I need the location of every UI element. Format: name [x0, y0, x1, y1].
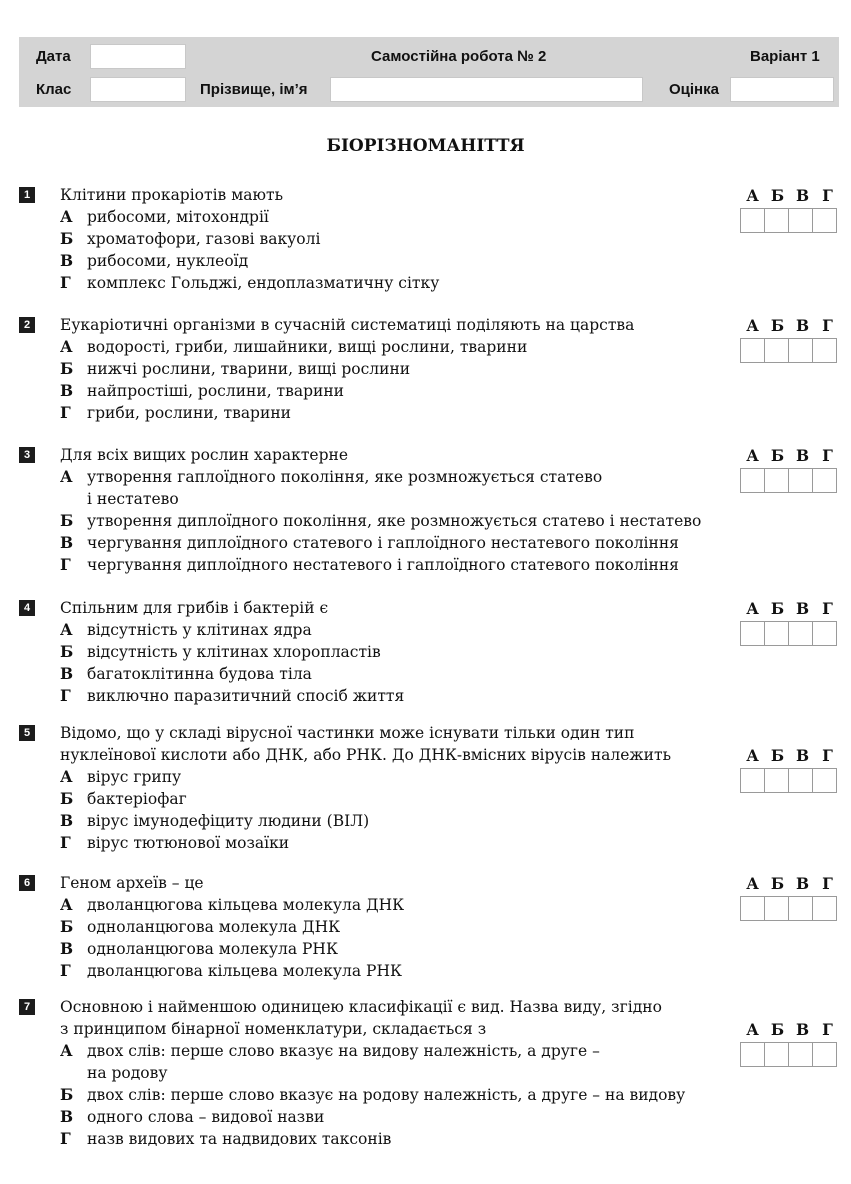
answer-grid-letter: В	[795, 874, 810, 893]
option-text: утворення диплоїдного покоління, яке розмножується статево і нестатево	[87, 512, 702, 530]
answer-cell-Б[interactable]	[764, 208, 789, 233]
answer-cell-Б[interactable]	[764, 896, 789, 921]
answer-grid-letter: Б	[770, 186, 785, 205]
answer-cell-Г[interactable]	[812, 468, 837, 493]
option-letter: Б	[60, 359, 74, 378]
answer-grid-letter: В	[795, 599, 810, 618]
answer-option	[60, 510, 701, 532]
answer-cell-А[interactable]	[740, 208, 765, 233]
grade-field[interactable]	[730, 77, 834, 102]
answer-cell-В[interactable]	[788, 468, 813, 493]
option-letter: Г	[60, 273, 71, 292]
option-letter: В	[60, 251, 74, 270]
answer-grid	[740, 184, 840, 233]
option-text: одного слова – видової назви	[87, 1108, 325, 1126]
option-letter: Б	[60, 1085, 74, 1104]
answer-cell-А[interactable]	[740, 1042, 765, 1067]
option-letter: А	[60, 767, 73, 786]
answer-cell-Г[interactable]	[812, 621, 837, 646]
option-letter: Б	[60, 229, 74, 248]
option-text: відсутність у клітинах хлоропластів	[87, 643, 381, 661]
answer-grid-cells	[740, 468, 840, 493]
answer-grid-cells	[740, 1042, 840, 1067]
answer-cell-А[interactable]	[740, 468, 765, 493]
answer-grid-letter: В	[795, 316, 810, 335]
answer-grid-letter: В	[795, 1020, 810, 1039]
question-number: 3	[19, 447, 35, 463]
answer-option	[60, 832, 289, 854]
answer-grid-letter: А	[746, 446, 759, 465]
answer-cell-Г[interactable]	[812, 208, 837, 233]
option-letter: Б	[60, 511, 74, 530]
option-letter: А	[60, 620, 73, 639]
option-text: рибосоми, мітохондрії	[87, 208, 269, 226]
option-letter: Б	[60, 789, 74, 808]
answer-grid-letter: А	[746, 1020, 759, 1039]
option-text: бактеріофаг	[87, 790, 187, 808]
answer-grid-letters	[740, 444, 840, 468]
answer-cell-А[interactable]	[740, 338, 765, 363]
answer-option	[60, 938, 338, 960]
option-text: вірус імунодефіциту людини (ВІЛ)	[87, 812, 370, 830]
answer-cell-Б[interactable]	[764, 468, 789, 493]
answer-option	[60, 894, 404, 916]
answer-option	[60, 402, 291, 424]
option-text: назв видових та надвидових таксонів	[87, 1130, 392, 1148]
option-letter: Г	[60, 686, 71, 705]
option-letter: В	[60, 664, 74, 683]
answer-cell-Г[interactable]	[812, 338, 837, 363]
option-text: вірус грипу	[87, 768, 182, 786]
option-text: багатоклітинна будова тіла	[87, 665, 312, 683]
answer-grid-letter: Б	[770, 874, 785, 893]
option-letter: А	[60, 1041, 73, 1060]
question-text: Еукаріотичні організми в сучасній систематиці поділяють на царства	[60, 316, 635, 334]
name-field[interactable]	[330, 77, 643, 102]
option-text: гриби, рослини, тварини	[87, 404, 291, 422]
answer-grid-letter: Г	[822, 1020, 833, 1039]
answer-option	[60, 960, 402, 982]
answer-option	[60, 336, 527, 358]
answer-grid-cells	[740, 896, 840, 921]
answer-grid-letter: А	[746, 599, 759, 618]
answer-grid-letter: Б	[770, 446, 785, 465]
answer-option	[60, 380, 344, 402]
option-letter: Б	[60, 642, 74, 661]
answer-grid-letter: Б	[770, 746, 785, 765]
option-text: утворення гаплоїдного покоління, яке розмножується статево	[87, 468, 603, 486]
option-letter: Г	[60, 833, 71, 852]
answer-grid-letters	[740, 314, 840, 338]
answer-cell-Б[interactable]	[764, 621, 789, 646]
answer-option	[60, 206, 269, 228]
answer-grid	[740, 744, 840, 793]
option-text: дволанцюгова кільцева молекула РНК	[87, 962, 402, 980]
variant-label: Варіант 1	[750, 48, 820, 65]
question-text: Геном археїв – це	[60, 874, 204, 892]
question-text: нуклеїнової кислоти або ДНК, або РНК. До ДНК-вмісних вірусів належить	[60, 746, 672, 764]
answer-option	[60, 641, 381, 663]
option-text: відсутність у клітинах ядра	[87, 621, 312, 639]
date-label: Дата	[36, 48, 71, 65]
answer-grid-cells	[740, 768, 840, 793]
option-text: хроматофори, газові вакуолі	[87, 230, 321, 248]
question-text: з принципом бінарної номенклатури, складається з	[60, 1020, 487, 1038]
option-letter: А	[60, 467, 73, 486]
answer-option	[60, 554, 679, 576]
answer-grid	[740, 872, 840, 921]
answer-grid-letters	[740, 744, 840, 768]
answer-grid-cells	[740, 208, 840, 233]
answer-grid-letter: А	[746, 874, 759, 893]
option-letter: В	[60, 381, 74, 400]
answer-option	[60, 788, 187, 810]
answer-cell-Г[interactable]	[812, 768, 837, 793]
answer-cell-Г[interactable]	[812, 896, 837, 921]
answer-option	[60, 663, 312, 685]
date-field[interactable]	[90, 44, 186, 69]
answer-grid	[740, 1018, 840, 1067]
option-text: нижчі рослини, тварини, вищі рослини	[87, 360, 411, 378]
option-text: чергування диплоїдного статевого і гаплоїдного нестатевого покоління	[87, 534, 679, 552]
answer-grid-letter: Г	[822, 874, 833, 893]
answer-grid-letter: Г	[822, 746, 833, 765]
option-letter: Г	[60, 961, 71, 980]
answer-option	[60, 1084, 685, 1106]
answer-grid-cells	[740, 338, 840, 363]
option-letter: А	[60, 337, 73, 356]
answer-option	[60, 466, 602, 488]
answer-grid-letter: В	[795, 446, 810, 465]
answer-cell-В[interactable]	[788, 768, 813, 793]
page-title: БІОРІЗНОМАНІТТЯ	[326, 136, 525, 156]
answer-option	[60, 532, 679, 554]
answer-option	[60, 272, 439, 294]
answer-grid-letter: Г	[822, 446, 833, 465]
question-text: Відомо, що у складі вірусної частинки може існувати тільки один тип	[60, 724, 635, 742]
answer-option	[60, 1040, 600, 1062]
option-text: двох слів: перше слово вказує на видову належність, а друге –	[87, 1042, 600, 1060]
answer-grid-letter: В	[795, 746, 810, 765]
answer-cell-Г[interactable]	[812, 1042, 837, 1067]
answer-option	[60, 228, 320, 250]
class-label: Клас	[36, 81, 72, 98]
answer-grid-letter: В	[795, 186, 810, 205]
answer-cell-А[interactable]	[740, 621, 765, 646]
class-field[interactable]	[90, 77, 186, 102]
answer-grid-letter: Б	[770, 316, 785, 335]
option-text: водорості, гриби, лишайники, вищі рослини, тварини	[87, 338, 528, 356]
answer-cell-А[interactable]	[740, 768, 765, 793]
answer-option	[60, 810, 369, 832]
question-text: Клітини прокаріотів мають	[60, 186, 284, 204]
answer-option	[60, 619, 312, 641]
option-letter: Г	[60, 1129, 71, 1148]
answer-grid-letters	[740, 184, 840, 208]
answer-grid-cells	[740, 621, 840, 646]
answer-grid-letters	[740, 1018, 840, 1042]
answer-cell-А[interactable]	[740, 896, 765, 921]
question-text: Спільним для грибів і бактерій є	[60, 599, 329, 617]
answer-option	[60, 685, 404, 707]
answer-cell-В[interactable]	[788, 208, 813, 233]
answer-option	[60, 250, 248, 272]
answer-grid-letter: Г	[822, 599, 833, 618]
worksheet-title: Самостійна робота № 2	[371, 48, 547, 65]
option-text: вірус тютюнової мозаїки	[87, 834, 290, 852]
option-letter: Г	[60, 555, 71, 574]
question-text: Для всіх вищих рослин характерне	[60, 446, 349, 464]
answer-option	[60, 358, 410, 380]
question-text: Основною і найменшою одиницею класифікації є вид. Назва виду, згідно	[60, 998, 662, 1016]
option-text-continued: і нестатево	[87, 490, 179, 508]
answer-grid-letter: А	[746, 186, 759, 205]
name-label: Прізвище, ім’я	[200, 81, 308, 98]
answer-option	[60, 766, 181, 788]
option-text: чергування диплоїдного нестатевого і гаплоїдного статевого покоління	[87, 556, 679, 574]
option-text: виключно паразитичний спосіб життя	[87, 687, 405, 705]
worksheet-header	[19, 37, 839, 107]
answer-grid-letter: А	[746, 746, 759, 765]
answer-cell-Б[interactable]	[764, 768, 789, 793]
option-text: двох слів: перше слово вказує на родову належність, а друге – на видову	[87, 1086, 686, 1104]
answer-grid-letter: Г	[822, 316, 833, 335]
option-letter: В	[60, 811, 74, 830]
question-number: 7	[19, 999, 35, 1015]
answer-option	[60, 1128, 391, 1150]
answer-grid-letter: Б	[770, 599, 785, 618]
option-letter: В	[60, 1107, 74, 1126]
option-letter: Г	[60, 403, 71, 422]
answer-grid	[740, 444, 840, 493]
answer-grid-letter: Б	[770, 1020, 785, 1039]
answer-option	[60, 916, 340, 938]
option-letter: А	[60, 207, 73, 226]
option-text: найпростіші, рослини, тварини	[87, 382, 345, 400]
option-letter: А	[60, 895, 73, 914]
answer-cell-В[interactable]	[788, 896, 813, 921]
option-text-continued: на родову	[87, 1064, 168, 1082]
question-number: 1	[19, 187, 35, 203]
option-letter: Б	[60, 917, 74, 936]
question-number: 6	[19, 875, 35, 891]
answer-grid-letter: Г	[822, 186, 833, 205]
answer-option	[60, 1106, 324, 1128]
answer-cell-В[interactable]	[788, 621, 813, 646]
option-text: одноланцюгова молекула ДНК	[87, 918, 341, 936]
grade-label: Оцінка	[669, 81, 719, 98]
answer-grid	[740, 314, 840, 363]
answer-cell-Б[interactable]	[764, 1042, 789, 1067]
option-text: комплекс Гольджі, ендоплазматичну сітку	[87, 274, 440, 292]
question-number: 5	[19, 725, 35, 741]
option-text: одноланцюгова молекула РНК	[87, 940, 338, 958]
answer-cell-Б[interactable]	[764, 338, 789, 363]
answer-cell-В[interactable]	[788, 1042, 813, 1067]
option-text: дволанцюгова кільцева молекула ДНК	[87, 896, 405, 914]
question-number: 2	[19, 317, 35, 333]
option-text: рибосоми, нуклеоїд	[87, 252, 249, 270]
answer-grid-letters	[740, 872, 840, 896]
option-letter: В	[60, 939, 74, 958]
answer-cell-В[interactable]	[788, 338, 813, 363]
answer-grid-letters	[740, 597, 840, 621]
answer-grid-letter: А	[746, 316, 759, 335]
option-letter: В	[60, 533, 74, 552]
answer-grid	[740, 597, 840, 646]
question-number: 4	[19, 600, 35, 616]
